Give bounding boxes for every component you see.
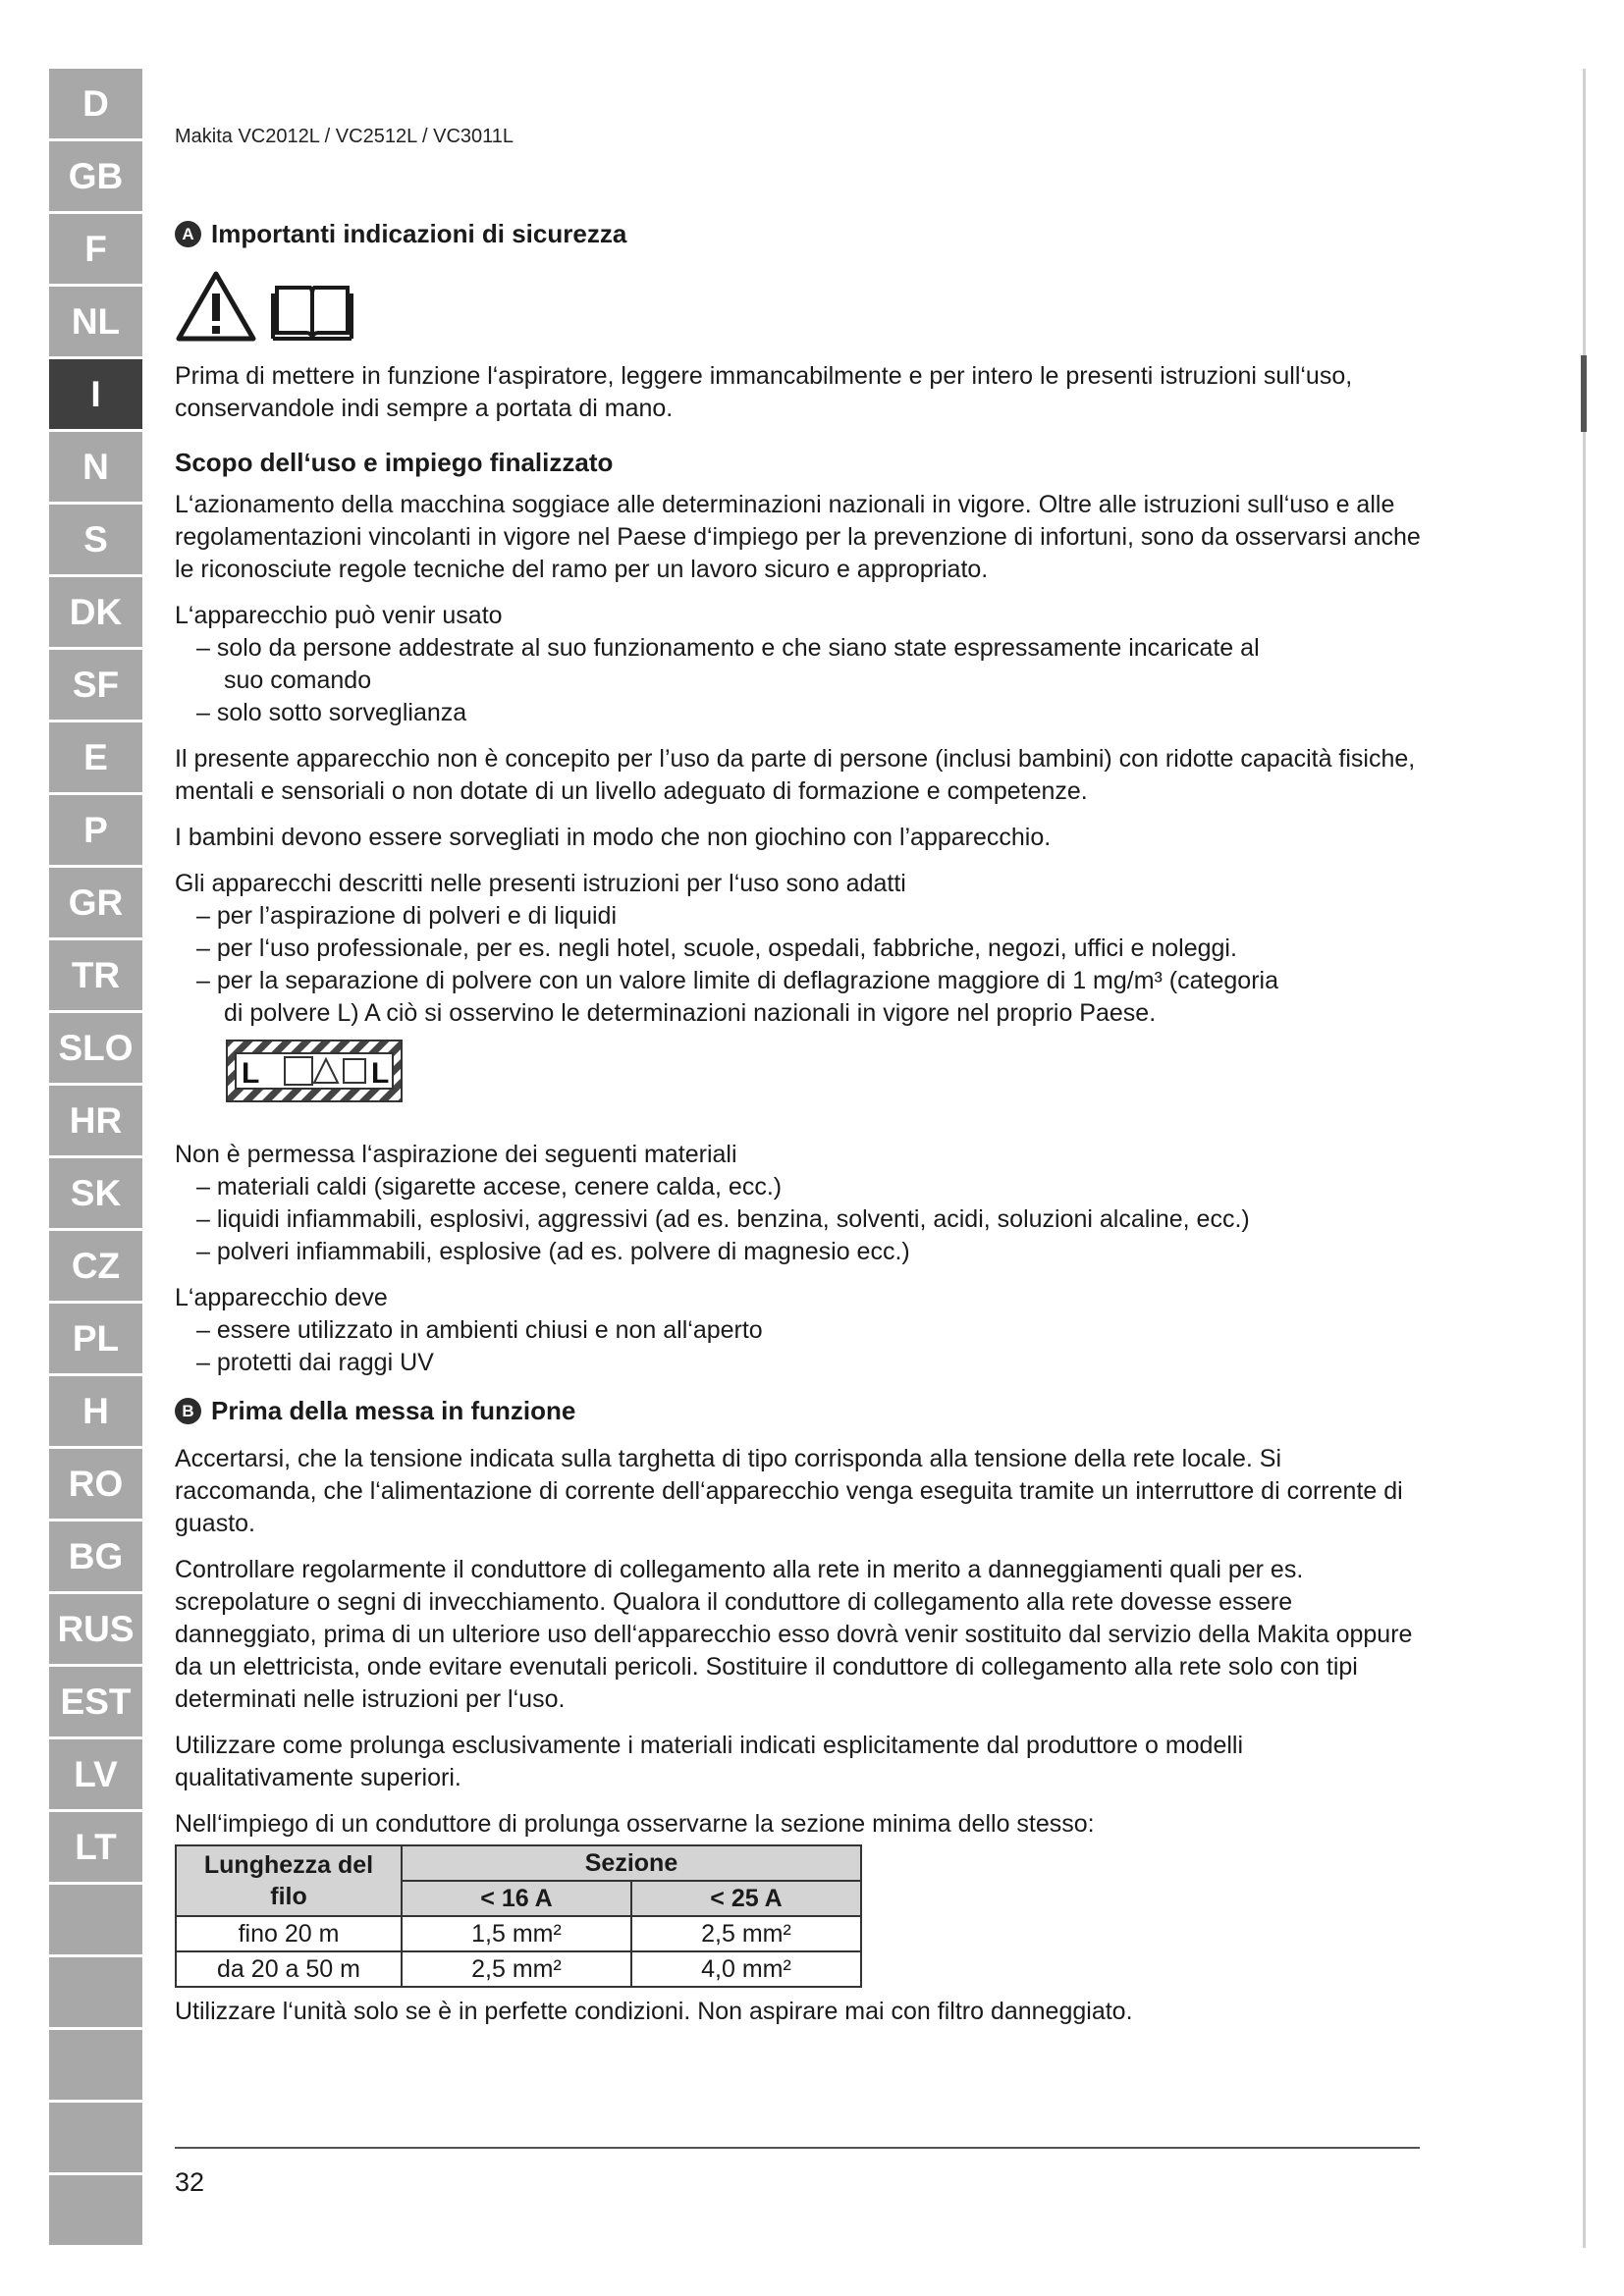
section-a-heading: Importanti indicazioni di sicurezza: [211, 219, 627, 248]
lang-tab-pl[interactable]: PL: [49, 1304, 142, 1376]
footer-rule: [175, 2147, 1420, 2149]
section-b-heading: Prima della messa in funzione: [211, 1396, 576, 1425]
lang-tab-d[interactable]: D: [49, 69, 142, 141]
language-sidebar: [49, 69, 142, 2248]
lang-tab-sk[interactable]: SK: [49, 1158, 142, 1231]
table-header-length: Lunghezza del filo: [176, 1845, 402, 1916]
lang-tab-h[interactable]: H: [49, 1376, 142, 1449]
usage-item: – solo sotto sorveglianza: [196, 699, 467, 726]
lang-tab-tr[interactable]: TR: [49, 940, 142, 1013]
children-text: I bambini devono essere sorvegliati in modo che non giochino con l’apparecchio.: [175, 824, 1052, 851]
edge-marker: [1581, 355, 1587, 432]
suitable-item: – per l‘uso professionale, per es. negli hotel, scuole, ospedali, fabbriche, negozi, uffici e noleggi.: [196, 934, 1237, 962]
must-item: – protetti dai raggi UV: [196, 1349, 434, 1376]
table-cell-16a: 1,5 mm²: [402, 1916, 631, 1951]
condition-text: Utilizzare l‘unità solo se è in perfette condizioni. Non aspirare mai con filtro danneggiato.: [175, 1998, 1133, 2025]
suitable-item: – per la separazione di polvere con un valore limite di deflagrazione maggiore di 1 mg/m³ (categoria: [196, 967, 1278, 994]
lang-tab-empty: [49, 2175, 142, 2248]
must-intro: L‘apparecchio deve: [175, 1284, 388, 1311]
lang-tab-lv[interactable]: LV: [49, 1739, 142, 1812]
safety-intro: Prima di mettere in funzione l‘aspiratore, leggere immancabilmente e per intero le presenti istruzioni sull‘uso, conservandole indi sempre a portata di mano.: [175, 362, 1353, 422]
table-cell-16a: 2,5 mm²: [402, 1951, 631, 1987]
lang-tab-rus[interactable]: RUS: [49, 1594, 142, 1667]
lang-tab-empty: [49, 2030, 142, 2103]
section-a-title: [175, 218, 1424, 250]
lang-tab-est[interactable]: EST: [49, 1667, 142, 1739]
lang-tab-n[interactable]: N: [49, 432, 142, 505]
table-subheader-16a: < 16 A: [402, 1881, 631, 1916]
lang-tab-empty: [49, 1957, 142, 2030]
voltage-text: Accertarsi, che la tensione indicata sulla targhetta di tipo corrisponda alla tensione della rete locale. Si raccomanda, che l‘alimentazione di corrente dell‘apparecchio venga eseguita tramite un interruttore di corrente di guasto.: [175, 1445, 1403, 1537]
model-header: Makita VC2012L / VC2512L / VC3011L: [175, 126, 514, 147]
lang-tab-bg[interactable]: BG: [49, 1522, 142, 1594]
usage-intro: L‘apparecchio può venir usato: [175, 602, 503, 629]
lang-tab-p[interactable]: P: [49, 795, 142, 868]
lang-tab-gb[interactable]: GB: [49, 141, 142, 214]
page-number: 32: [175, 2167, 205, 2197]
usage-item-continued: suo comando: [224, 667, 372, 694]
forbidden-item: – liquidi infiammabili, esplosivi, aggressivi (ad es. benzina, solventi, acidi, soluzioni alcaline, ecc.): [196, 1205, 1250, 1233]
lang-tab-ro[interactable]: RO: [49, 1449, 142, 1522]
dust-class-l-icon: [226, 1040, 403, 1102]
lang-tab-lt[interactable]: LT: [49, 1812, 142, 1885]
extension-text: Utilizzare come prolunga esclusivamente i materiali indicati esplicitamente dal produttore o modelli qualitativamente superiori.: [175, 1732, 1244, 1791]
section-b-badge: B: [175, 1398, 201, 1424]
lang-tab-i[interactable]: I: [49, 359, 142, 432]
table-cell-length: fino 20 m: [176, 1916, 402, 1951]
lang-tab-cz[interactable]: CZ: [49, 1231, 142, 1304]
scope-title: Scopo dell‘uso e impiego finalizzato: [175, 448, 614, 477]
lang-tab-empty: [49, 2103, 142, 2175]
lang-tab-slo[interactable]: SLO: [49, 1013, 142, 1086]
manual-book-icon: [271, 280, 353, 343]
table-cell-length: da 20 a 50 m: [176, 1951, 402, 1987]
table-header-section: Sezione: [402, 1845, 861, 1881]
table-row: [176, 1916, 861, 1951]
forbidden-intro: Non è permessa l‘aspirazione dei seguenti materiali: [175, 1141, 737, 1168]
not-intended-text: Il presente apparecchio non è concepito per l’uso da parte di persone (inclusi bambini) con ridotte capacità fisiche, mentali e sensoriali o non dotate di un livello adeguato di formazione e competenze.: [175, 745, 1416, 805]
lang-tab-nl[interactable]: NL: [49, 287, 142, 359]
lang-tab-dk[interactable]: DK: [49, 577, 142, 650]
table-subheader-25a: < 25 A: [631, 1881, 861, 1916]
lang-tab-s[interactable]: S: [49, 505, 142, 577]
lang-tab-empty: [49, 1885, 142, 1957]
suitable-intro: Gli apparecchi descritti nelle presenti istruzioni per l‘uso sono adatti: [175, 870, 906, 897]
dust-class-badge: [226, 1040, 1424, 1111]
forbidden-item: – polveri infiammabili, esplosive (ad es. polvere di magnesio ecc.): [196, 1238, 910, 1265]
warning-triangle-icon: [175, 270, 257, 343]
section-b-title: [175, 1395, 1424, 1427]
cable-check-text: Controllare regolarmente il conduttore di collegamento alla rete in merito a danneggiamenti quali per es. screpolature o segni di invecchiamento. Qualora il conduttore di collegamento alla rete dovesse essere danneggiato, prima di un ulteriore uso dell‘apparecchio esso dovrà venir sostituito dal servizio della Makita oppure da un elettricista, onde evitare evenutali pericoli. Sostituire il conduttore di collegamento alla rete solo con tipi determinati nelle istruzioni per l‘uso.: [175, 1556, 1413, 1713]
section-a-badge: A: [175, 221, 201, 247]
usage-item: – solo da persone addestrate al suo funzionamento e che siano state espressamente incaricate al: [196, 634, 1260, 662]
scope-text: L‘azionamento della macchina soggiace alle determinazioni nazionali in vigore. Oltre alle istruzioni sull‘uso e alle regolamentazioni vincolanti in vigore nel Paese d‘impiego per la prevenzione di infortuni, sono da osservarsi anche le riconosciute regole tecniche del ramo per un lavoro sicuro e appropriato.: [175, 491, 1421, 583]
table-cell-25a: 4,0 mm²: [631, 1951, 861, 1987]
lang-tab-sf[interactable]: SF: [49, 650, 142, 722]
table-cell-25a: 2,5 mm²: [631, 1916, 861, 1951]
lang-tab-e[interactable]: E: [49, 722, 142, 795]
forbidden-item: – materiali caldi (sigarette accese, cenere calda, ecc.): [196, 1173, 783, 1201]
dust-class-letter-left: L: [242, 1057, 260, 1090]
warning-icons: [175, 270, 1424, 343]
table-row: [176, 1951, 861, 1987]
suitable-item-continued: di polvere L) A ciò si osservino le determinazioni nazionali in vigore nel proprio Paese.: [224, 999, 1157, 1027]
suitable-item: – per l’aspirazione di polveri e di liquidi: [196, 902, 618, 930]
dust-class-letter-right: L: [371, 1057, 390, 1090]
lang-tab-f[interactable]: F: [49, 214, 142, 287]
page-content: [175, 218, 1424, 2028]
lang-tab-gr[interactable]: GR: [49, 868, 142, 940]
extension-section-text: Nell‘impiego di un conduttore di prolunga osservarne la sezione minima dello stesso:: [175, 1810, 1095, 1838]
lang-tab-hr[interactable]: HR: [49, 1086, 142, 1158]
cable-section-table: [175, 1844, 862, 1988]
must-item: – essere utilizzato in ambienti chiusi e non all‘aperto: [196, 1316, 763, 1344]
